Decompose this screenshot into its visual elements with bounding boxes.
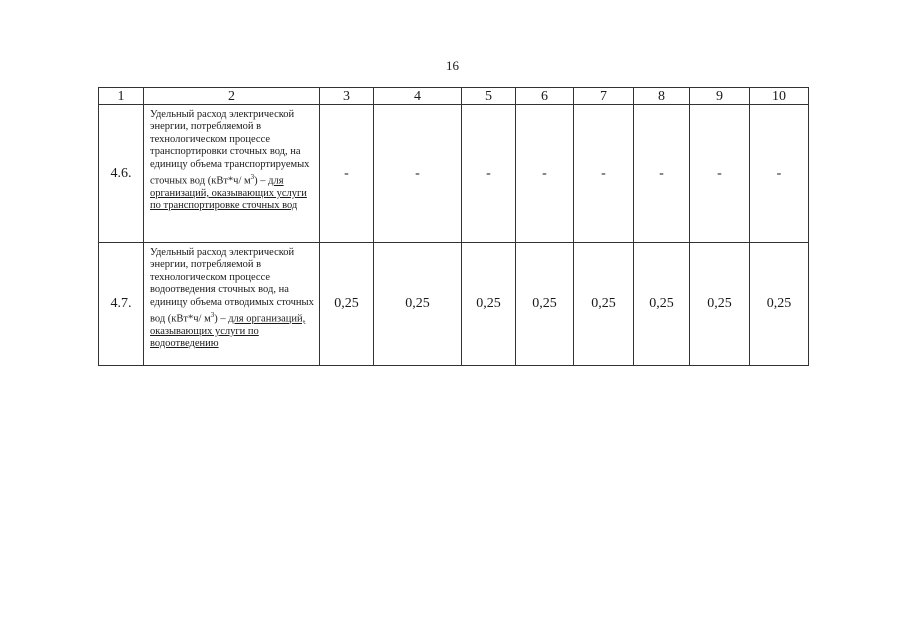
column-header: 4	[374, 88, 462, 105]
value-cell: -	[750, 105, 809, 243]
table-row	[99, 243, 809, 366]
column-header: 2	[144, 88, 320, 105]
column-header: 1	[99, 88, 144, 105]
column-header: 8	[634, 88, 690, 105]
value-cell: -	[320, 105, 374, 243]
column-header: 6	[516, 88, 574, 105]
value-cell: 0,25	[462, 243, 516, 366]
superscript: 3	[210, 311, 215, 320]
value-cell: 0,25	[516, 243, 574, 366]
column-header: 10	[750, 88, 809, 105]
description-text: Удельный расход электрической энергии, потребляемой в технологическом процессе транспортировки сточных вод, на единицу объема транспортируемых сточных вод (кВт*ч/ м	[150, 109, 310, 187]
data-table	[98, 87, 809, 366]
description-underlined: для организаций, оказывающих услуги по транспортировке сточных вод	[150, 175, 307, 212]
value-cell: 0,25	[574, 243, 634, 366]
row-description	[144, 105, 320, 243]
table-row	[99, 105, 809, 243]
value-cell: 0,25	[374, 243, 462, 366]
column-header: 9	[690, 88, 750, 105]
value-cell: -	[574, 105, 634, 243]
value-cell: 0,25	[690, 243, 750, 366]
column-header: 7	[574, 88, 634, 105]
description-tail: ) –	[214, 313, 229, 325]
table-header-row	[99, 88, 809, 105]
row-description	[144, 243, 320, 366]
value-cell: -	[462, 105, 516, 243]
value-cell: 0,25	[320, 243, 374, 366]
description-tail: ) –	[254, 175, 269, 187]
value-cell: -	[690, 105, 750, 243]
row-number: 4.6.	[99, 105, 144, 243]
value-cell: -	[374, 105, 462, 243]
column-header: 5	[462, 88, 516, 105]
value-cell: 0,25	[750, 243, 809, 366]
value-cell: -	[634, 105, 690, 243]
page-number: 16	[446, 58, 459, 73]
value-cell: -	[516, 105, 574, 243]
superscript: 3	[250, 173, 255, 182]
description-text: Удельный расход электрической энергии, потребляемой в технологическом процессе водоотведения сточных вод, на единицу объема отводимых сточных вод (кВт*ч/ м	[150, 247, 314, 325]
row-number: 4.7.	[99, 243, 144, 366]
description-underlined: для организаций, оказывающих услуги по водоотведению	[150, 313, 306, 350]
column-header: 3	[320, 88, 374, 105]
value-cell: 0,25	[634, 243, 690, 366]
